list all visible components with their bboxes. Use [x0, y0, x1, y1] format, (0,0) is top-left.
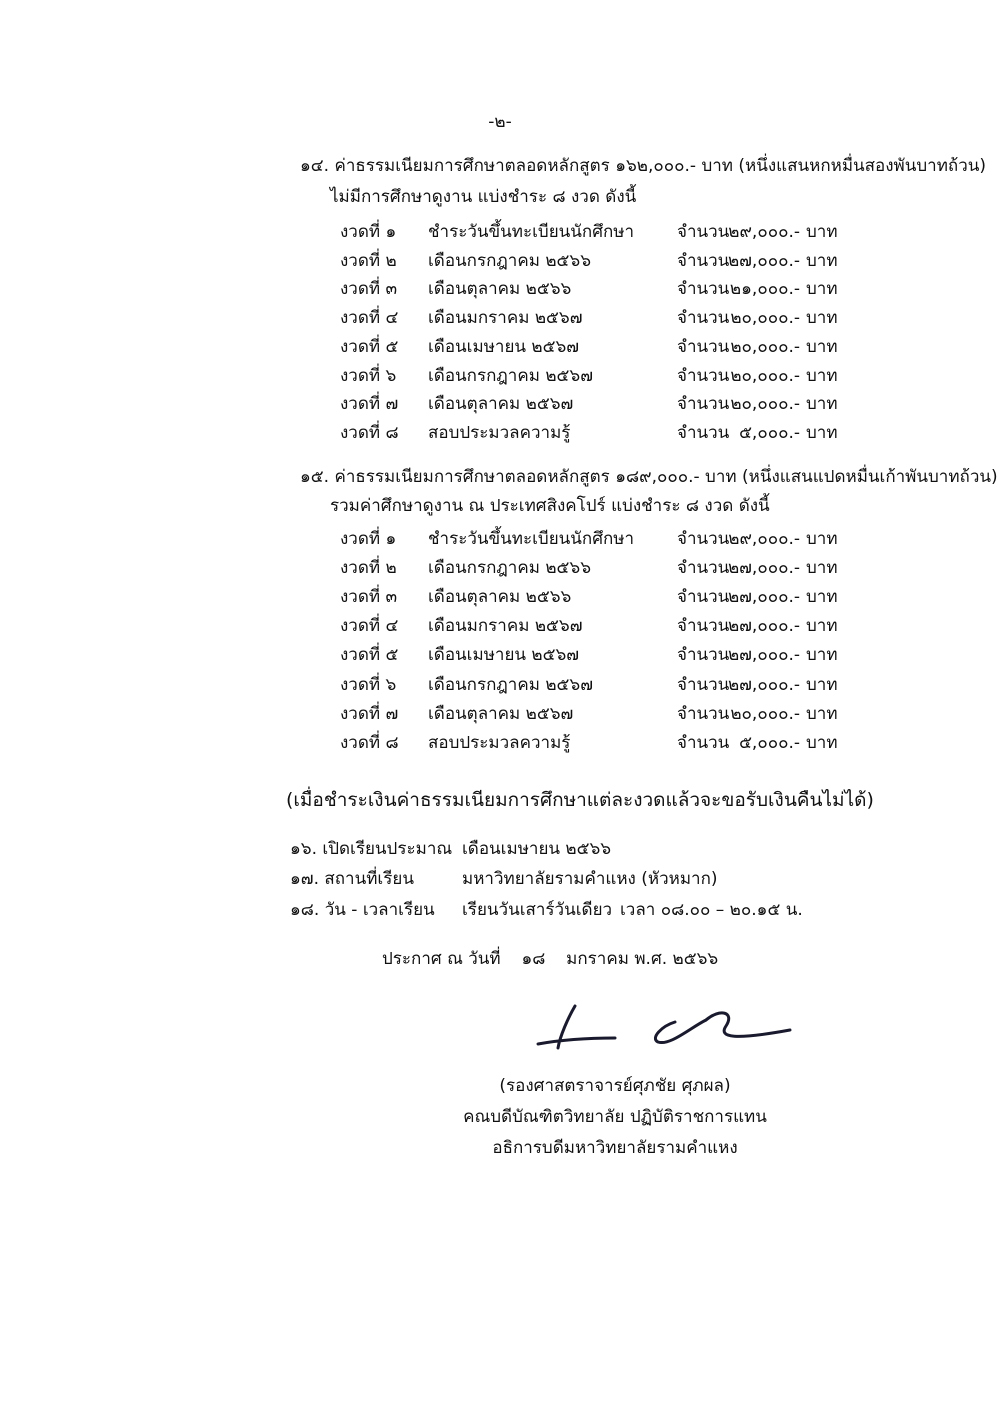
- section-14-heading: ๑๔. ค่าธรรมเนียมการศึกษาตลอดหลักสูตร ๑๖๒,๐๐๐.- บาท (หนึ่งแสนหกหมื่นสองพันบาทถ้วน): [300, 156, 987, 176]
- installment-amount-label: จำนวน: [677, 587, 730, 608]
- installment-description: เดือนตุลาคม ๒๕๖๖: [428, 279, 572, 300]
- installment-amount-label: จำนวน: [677, 732, 730, 753]
- installment-description: ชำระวันขึ้นทะเบียนนักศึกษา: [428, 529, 635, 549]
- installment-amount: ๒๐,๐๐๐.-: [730, 308, 800, 329]
- signatory-name: [115, 1072, 1000, 1099]
- installment-amount: ๒๙,๐๐๐.-: [728, 222, 800, 242]
- installment-amount-label: จำนวน: [677, 529, 730, 549]
- installment-unit: บาท: [806, 336, 838, 357]
- signatory-name-text: (รองศาสตราจารย์ศุภชัย ศุภผล): [499, 1076, 731, 1096]
- installment-row: [0, 612, 1000, 640]
- installment-amount-label: จำนวน: [677, 645, 730, 666]
- installment-unit: บาท: [806, 422, 838, 443]
- installment-amount-label: จำนวน: [677, 703, 730, 724]
- info-start-value: เดือนเมษายน ๒๕๖๖: [462, 839, 612, 859]
- installment-amount-label: จำนวน: [677, 365, 730, 386]
- signatory-position-1-text: คณบดีบัณฑิตวิทยาลัย ปฏิบัติราชการแทน: [463, 1107, 767, 1127]
- installment-description: เดือนกรกฎาคม ๒๕๖๖: [428, 250, 591, 271]
- installment-row: [0, 583, 1000, 611]
- installment-unit: บาท: [806, 703, 838, 724]
- installment-description: เดือนเมษายน ๒๕๖๗: [428, 645, 580, 666]
- installment-amount-label: จำนวน: [677, 558, 730, 579]
- announcement-day: ๑๘: [521, 949, 546, 969]
- installment-amount: ๒๐,๐๐๐.-: [730, 365, 800, 386]
- installment-unit: บาท: [806, 558, 838, 579]
- installment-label: งวดที่ ๑: [340, 529, 397, 549]
- installment-description: เดือนเมษายน ๒๕๖๗: [428, 336, 580, 357]
- installment-unit: บาท: [806, 394, 838, 415]
- installment-amount: ๕,๐๐๐.-: [739, 422, 800, 443]
- announcement-month-year: มกราคม พ.ศ. ๒๕๖๖: [566, 949, 719, 969]
- installment-label: งวดที่ ๓: [340, 587, 398, 608]
- info-place-value: มหาวิทยาลัยรามคำแหง (หัวหมาก): [462, 869, 718, 889]
- installment-amount: ๒๙,๐๐๐.-: [728, 529, 800, 549]
- installment-label: งวดที่ ๗: [340, 394, 399, 415]
- installment-amount-label: จำนวน: [677, 222, 730, 242]
- installment-description: สอบประมวลความรู้: [428, 422, 571, 443]
- installment-label: งวดที่ ๔: [340, 616, 399, 637]
- installment-row: [0, 671, 1000, 699]
- installment-amount-label: จำนวน: [677, 616, 730, 637]
- section-15-sub: รวมค่าศึกษาดูงาน ณ ประเทศสิงคโปร์ แบ่งชำระ ๘ งวด ดังนี้: [330, 496, 770, 516]
- info-time-label: ๑๘. วัน - เวลาเรียน: [290, 900, 435, 920]
- signatory-position-2: [115, 1134, 1000, 1161]
- installment-description: เดือนตุลาคม ๒๕๖๗: [428, 703, 574, 724]
- installment-label: งวดที่ ๘: [340, 422, 399, 443]
- installment-amount-label: จำนวน: [677, 279, 730, 300]
- installment-amount: ๒๐,๐๐๐.-: [730, 703, 800, 724]
- installment-unit: บาท: [806, 587, 838, 608]
- announcement-date: [382, 945, 718, 972]
- installment-description: เดือนกรกฎาคม ๒๕๖๗: [428, 674, 593, 695]
- installment-unit: บาท: [806, 279, 838, 300]
- page-number: -๒-: [488, 112, 512, 132]
- installment-row: [0, 247, 1000, 275]
- installment-label: งวดที่ ๒: [340, 250, 397, 271]
- installment-row: [0, 275, 1000, 303]
- installment-amount-label: จำนวน: [677, 422, 730, 443]
- installment-label: งวดที่ ๑: [340, 222, 397, 242]
- info-start: [0, 835, 1000, 863]
- installment-label: งวดที่ ๒: [340, 558, 397, 579]
- installment-amount-label: จำนวน: [677, 674, 730, 695]
- installment-description: สอบประมวลความรู้: [428, 732, 571, 753]
- installment-label: งวดที่ ๓: [340, 279, 398, 300]
- section-14-sub: ไม่มีการศึกษาดูงาน แบ่งชำระ ๘ งวด ดังนี้: [330, 187, 637, 207]
- installment-row: [0, 419, 1000, 447]
- installment-row: [0, 700, 1000, 728]
- installment-amount: ๕,๐๐๐.-: [739, 732, 800, 753]
- installment-label: งวดที่ ๕: [340, 336, 399, 357]
- installment-unit: บาท: [806, 250, 838, 271]
- installment-description: เดือนมกราคม ๒๕๖๗: [428, 616, 583, 637]
- installment-amount: ๒๗,๐๐๐.-: [727, 645, 800, 666]
- installment-label: งวดที่ ๖: [340, 674, 397, 695]
- installment-description: เดือนกรกฎาคม ๒๕๖๗: [428, 365, 593, 386]
- installment-amount: ๒๗,๐๐๐.-: [727, 250, 800, 271]
- installment-amount: ๒๐,๐๐๐.-: [730, 394, 800, 415]
- info-time: [0, 896, 1000, 924]
- section-15-heading: ๑๕. ค่าธรรมเนียมการศึกษาตลอดหลักสูตร ๑๘๙,๐๐๐.- บาท (หนึ่งแสนแปดหมื่นเก้าพันบาทถ้วน): [300, 467, 998, 487]
- installment-unit: บาท: [806, 365, 838, 386]
- installment-row: [0, 390, 1000, 418]
- installment-description: เดือนตุลาคม ๒๕๖๗: [428, 394, 574, 415]
- installment-amount-label: จำนวน: [677, 308, 730, 329]
- installment-row: [0, 304, 1000, 332]
- installment-description: เดือนตุลาคม ๒๕๖๖: [428, 587, 572, 608]
- installment-row: [0, 333, 1000, 361]
- installment-amount: ๒๗,๐๐๐.-: [727, 587, 800, 608]
- installment-amount: ๒๗,๐๐๐.-: [727, 616, 800, 637]
- installment-label: งวดที่ ๕: [340, 645, 399, 666]
- installment-amount: ๒๗,๐๐๐.-: [727, 558, 800, 579]
- installment-label: งวดที่ ๔: [340, 308, 399, 329]
- signature-image: [530, 998, 800, 1058]
- installment-row: [0, 218, 1000, 246]
- installment-amount: ๒๐,๐๐๐.-: [730, 336, 800, 357]
- info-start-label: ๑๖. เปิดเรียนประมาณ: [290, 839, 453, 859]
- installment-amount-label: จำนวน: [677, 394, 730, 415]
- installment-unit: บาท: [806, 645, 838, 666]
- info-place: [0, 865, 1000, 893]
- signatory-position-1: [115, 1103, 1000, 1130]
- installment-amount-label: จำนวน: [677, 250, 730, 271]
- info-place-label: ๑๗. สถานที่เรียน: [290, 869, 414, 889]
- installment-amount-label: จำนวน: [677, 336, 730, 357]
- installment-label: งวดที่ ๖: [340, 365, 397, 386]
- installment-label: งวดที่ ๘: [340, 732, 399, 753]
- installment-row: [0, 641, 1000, 669]
- installment-description: เดือนมกราคม ๒๕๖๗: [428, 308, 583, 329]
- installment-unit: บาท: [806, 732, 838, 753]
- installment-description: ชำระวันขึ้นทะเบียนนักศึกษา: [428, 222, 635, 242]
- installment-unit: บาท: [806, 529, 838, 549]
- installment-row: [0, 554, 1000, 582]
- installment-description: เดือนกรกฎาคม ๒๕๖๖: [428, 558, 591, 579]
- info-time-extra: เวลา ๐๘.๐๐ – ๒๐.๑๕ น.: [620, 900, 803, 920]
- installment-unit: บาท: [806, 222, 838, 242]
- installment-unit: บาท: [806, 308, 838, 329]
- announcement-prefix: ประกาศ ณ วันที่: [382, 949, 501, 969]
- info-time-value: เรียนวันเสาร์วันเดียว: [462, 900, 613, 920]
- signatory-position-2-text: อธิการบดีมหาวิทยาลัยรามคำแหง: [492, 1138, 738, 1158]
- refund-note: (เมื่อชำระเงินค่าธรรมเนียมการศึกษาแต่ละงวดแล้วจะขอรับเงินคืนไม่ได้): [286, 789, 874, 811]
- installment-unit: บาท: [806, 674, 838, 695]
- installment-row: [0, 729, 1000, 757]
- installment-amount: ๒๑,๐๐๐.-: [729, 279, 800, 300]
- installment-row: [0, 362, 1000, 390]
- installment-amount: ๒๗,๐๐๐.-: [727, 674, 800, 695]
- installment-unit: บาท: [806, 616, 838, 637]
- installment-label: งวดที่ ๗: [340, 703, 399, 724]
- installment-row: [0, 525, 1000, 553]
